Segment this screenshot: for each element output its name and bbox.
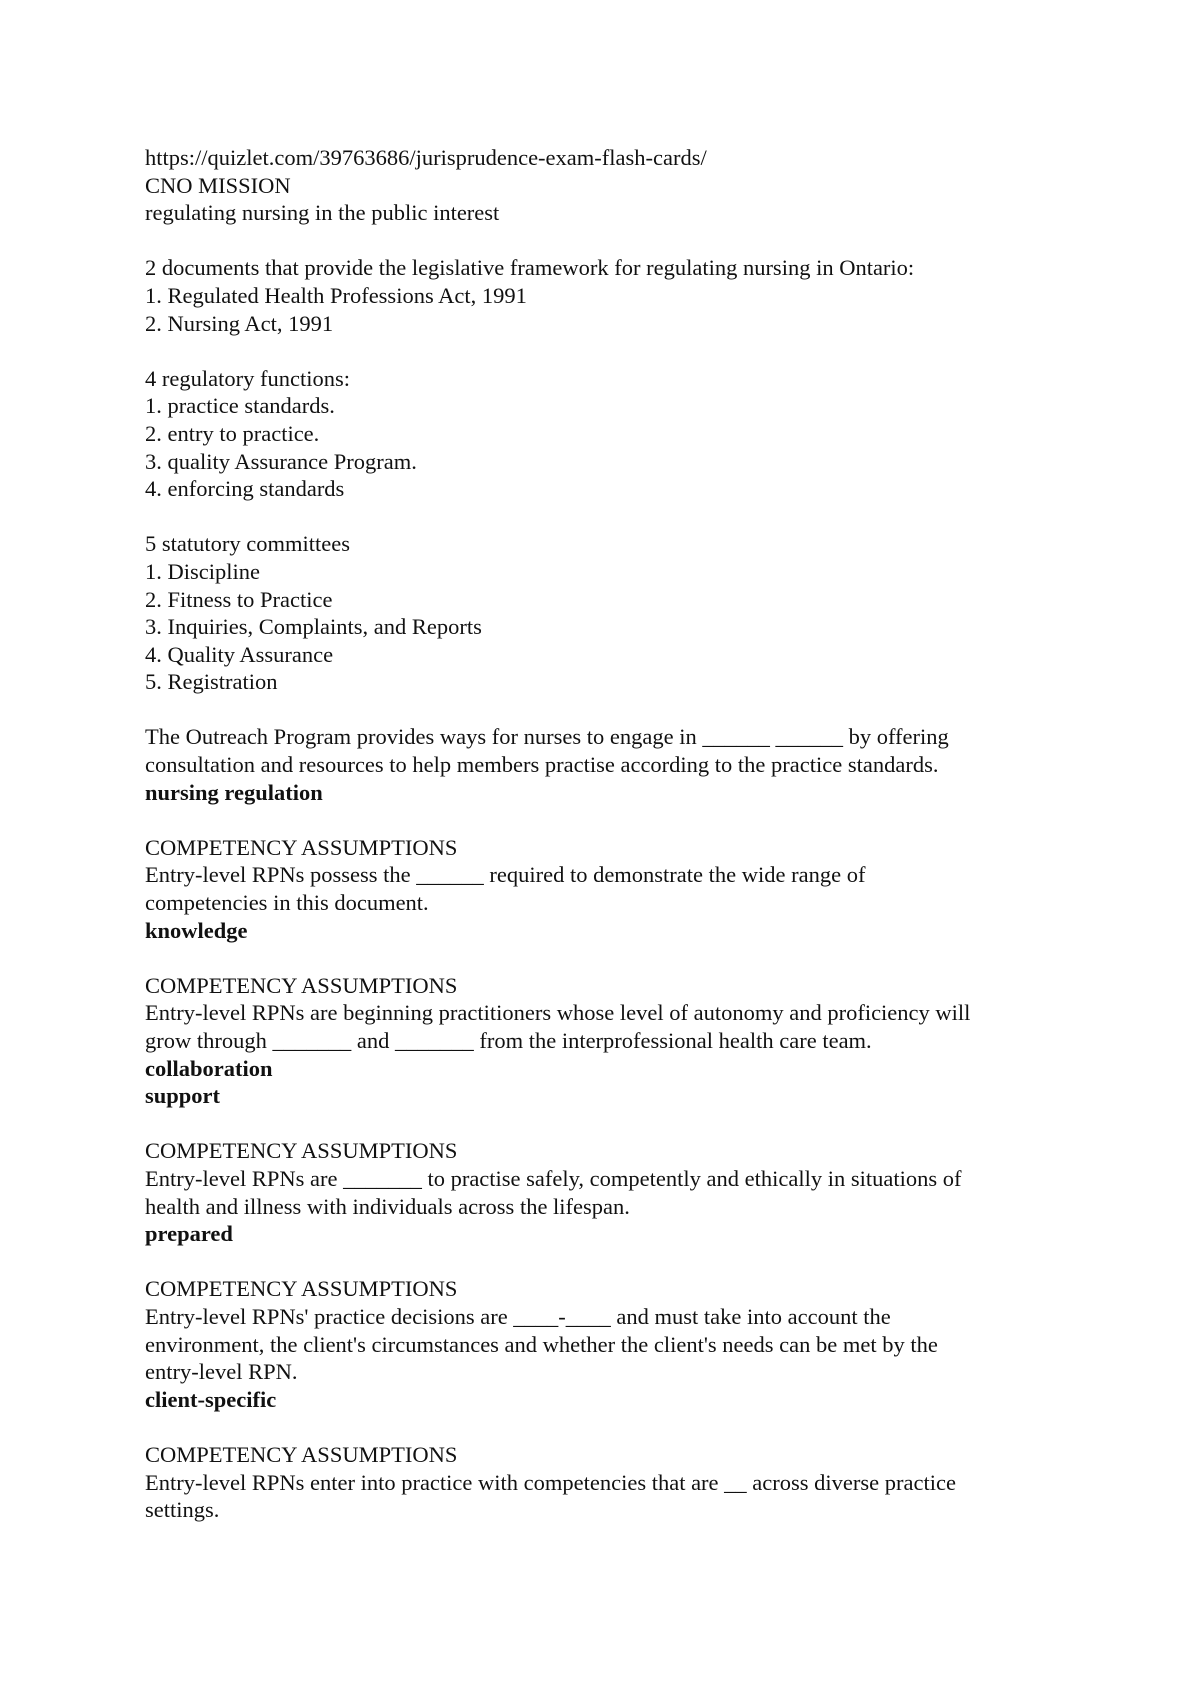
- card-question-line: Entry-level RPNs are _______ to practise safely, competently and ethically in situations of: [145, 1165, 962, 1191]
- committee-item: 5. Registration: [145, 669, 278, 695]
- mission-text: regulating nursing in the public interest: [145, 200, 500, 226]
- card-answer: client-specific: [145, 1386, 277, 1412]
- card-heading: COMPETENCY ASSUMPTIONS: [145, 972, 458, 998]
- committee-item: 3. Inquiries, Complaints, and Reports: [145, 614, 482, 640]
- card-answer: knowledge: [145, 917, 248, 943]
- spacer: [145, 337, 1045, 365]
- mission-heading: CNO MISSION: [145, 172, 291, 198]
- function-item: 2. entry to practice.: [145, 420, 320, 446]
- card-question-line: entry-level RPN.: [145, 1359, 298, 1385]
- card-question-line: competencies in this document.: [145, 890, 429, 916]
- spacer: [145, 696, 1045, 724]
- committee-item: 2. Fitness to Practice: [145, 586, 333, 612]
- source-url: https://quizlet.com/39763686/jurisprudence-exam-flash-cards/: [145, 145, 707, 170]
- function-item: 4. enforcing standards: [145, 476, 345, 502]
- card-answer: collaboration: [145, 1055, 273, 1081]
- card-answer: prepared: [145, 1221, 233, 1247]
- committee-item: 4. Quality Assurance: [145, 641, 334, 667]
- card-question-line: Entry-level RPNs enter into practice with competencies that are __ across diverse practice: [145, 1469, 956, 1495]
- card-question-line: environment, the client's circumstances and whether the client's needs can be met by the: [145, 1331, 938, 1357]
- function-item: 3. quality Assurance Program.: [145, 448, 417, 474]
- card-heading: COMPETENCY ASSUMPTIONS: [145, 1276, 458, 1302]
- outreach-question-line: The Outreach Program provides ways for nurses to engage in ______ ______ by offering: [145, 724, 949, 750]
- card-question-line: grow through _______ and _______ from the interprofessional health care team.: [145, 1028, 872, 1053]
- functions-heading: 4 regulatory functions:: [145, 365, 350, 391]
- spacer: [145, 806, 1045, 834]
- legislation-item: 1. Regulated Health Professions Act, 1991: [145, 282, 527, 308]
- outreach-question-line: consultation and resources to help members practise according to the practice standards.: [145, 752, 939, 778]
- committee-item: 1. Discipline: [145, 558, 260, 584]
- card-heading: COMPETENCY ASSUMPTIONS: [145, 834, 458, 860]
- card-question-line: health and illness with individuals across the lifespan.: [145, 1193, 630, 1219]
- document-body: [145, 144, 1045, 1524]
- spacer: [145, 944, 1045, 972]
- card-heading: COMPETENCY ASSUMPTIONS: [145, 1138, 458, 1164]
- card-question-line: Entry-level RPNs possess the ______ required to demonstrate the wide range of: [145, 862, 866, 888]
- card-question-line: settings.: [145, 1497, 220, 1523]
- card-heading: COMPETENCY ASSUMPTIONS: [145, 1441, 458, 1467]
- spacer: [145, 1413, 1045, 1441]
- card-question-line: Entry-level RPNs' practice decisions are ____-____ and must take into account the: [145, 1303, 891, 1329]
- legislation-heading: 2 documents that provide the legislative framework for regulating nursing in Ontario:: [145, 255, 915, 281]
- function-item: 1. practice standards.: [145, 393, 335, 419]
- legislation-item: 2. Nursing Act, 1991: [145, 310, 334, 336]
- card-question-line: Entry-level RPNs are beginning practitioners whose level of autonomy and proficiency will: [145, 1000, 971, 1026]
- spacer: [145, 503, 1045, 531]
- outreach-answer: nursing regulation: [145, 779, 323, 805]
- committees-heading: 5 statutory committees: [145, 531, 350, 557]
- spacer: [145, 1110, 1045, 1138]
- spacer: [145, 1248, 1045, 1276]
- card-answer: support: [145, 1083, 221, 1109]
- spacer: [145, 227, 1045, 255]
